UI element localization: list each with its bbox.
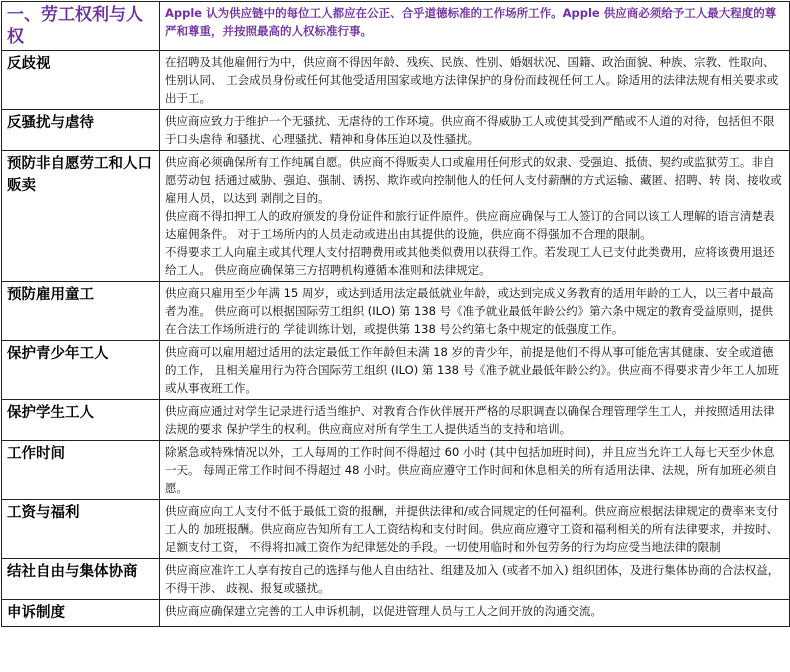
description-paragraph: 供应商应确保建立完善的工人申诉机制，以促进管理人员与工人之间开放的沟通交流。 xyxy=(165,604,602,618)
row-description xyxy=(160,341,790,400)
row-description xyxy=(160,110,790,151)
row-category: 保护学生工人 xyxy=(2,400,160,441)
labor-rights-table xyxy=(1,1,790,627)
row-description xyxy=(160,559,790,600)
table-row xyxy=(2,151,790,282)
table-row xyxy=(2,400,790,441)
description-paragraph: 供应商只雇用至少年满 15 周岁，或达到适用法定最低就业年龄，或达到完成义务教育的适用年龄的工人，以三者中最高者为准。 供应商可以根据国际劳工组织 (ILO) 第 138 号《准予就业最低年龄公约》第六条中规定的教育受益原则，提供在合法工作场所进行的 学徒训练计划，或提供第 138 号公约第七条中规定的低强度工作。 xyxy=(165,286,774,336)
table-row xyxy=(2,600,790,627)
table-row xyxy=(2,110,790,151)
table-row xyxy=(2,282,790,341)
description-paragraph: 供应商可以雇用超过适用的法定最低工作年龄但未满 18 岁的青少年，前提是他们不得从事可能危害其健康、安全或道德的工作， 且相关雇用行为符合国际劳工组织 (ILO) 第 138 号《准予就业最低年龄公约》。供应商不得要求青少年工人加班或从事夜班工作。 xyxy=(165,345,779,395)
row-category: 反骚扰与虐待 xyxy=(2,110,160,151)
row-description xyxy=(160,282,790,341)
description-paragraph: 供应商应准许工人享有按自己的选择与他人自由结社、组建及加入 (或者不加入) 组织团体，及进行集体协商的合法权益，不得干涉、 歧视、报复或骚扰。 xyxy=(165,563,780,595)
table-row xyxy=(2,341,790,400)
description-paragraph: 除紧急或特殊情况以外，工人每周的工作时间不得超过 60 小时 (其中包括加班时间)，并且应当允许工人每七天至少休息一天。 每周正常工作时间不得超过 48 小时。供应商应遵守工作时间和休息相关的所有适用法律、法规，所有加班必须自愿。 xyxy=(165,445,778,495)
description-paragraph: 供应商应向工人支付不低于最低工资的报酬，并提供法律和/或合同规定的任何福利。供应商应根据法律规定的费率来支付工人的 加班报酬。供应商应告知所有工人工资结构和支付时间。供应商应遵守工资和福利相关的所有法律要求，并按时、足额支付工资， 不得将扣减工资作为纪律惩处的手段。一切使用临时和外包劳务的行为均应受当地法律的限制 xyxy=(165,504,779,554)
row-category: 反歧视 xyxy=(2,51,160,110)
row-description xyxy=(160,51,790,110)
row-description xyxy=(160,441,790,500)
row-category: 申诉制度 xyxy=(2,600,160,627)
section-intro: Apple 认为供应链中的每位工人都应在公正、合乎道德标准的工作场所工作。Apple 供应商必须给予工人最大程度的尊严和尊重，并按照最高的人权标准行事。 xyxy=(160,2,790,51)
table-row xyxy=(2,500,790,559)
description-paragraph: 供应商应致力于维护一个无骚扰、无虐待的工作环境。供应商不得威胁工人或使其受到严酷或不人道的对待，包括但不限于口头虐待 和骚扰、心理骚扰、精神和身体压迫以及性骚扰。 xyxy=(165,114,775,146)
table-row xyxy=(2,51,790,110)
row-description xyxy=(160,600,790,627)
section-header-row xyxy=(2,2,790,51)
row-category: 保护青少年工人 xyxy=(2,341,160,400)
row-description xyxy=(160,151,790,282)
table-row xyxy=(2,559,790,600)
row-category: 工作时间 xyxy=(2,441,160,500)
description-paragraph: 不得要求工人向雇主或其代理人支付招聘费用或其他类似费用以获得工作。若发现工人已支付此类费用，应将该费用退还给工人。 供应商应确保第三方招聘机构遵循本准则和法律规定。 xyxy=(165,245,775,277)
row-category: 结社自由与集体协商 xyxy=(2,559,160,600)
table-row xyxy=(2,441,790,500)
row-description xyxy=(160,500,790,559)
row-category: 预防雇用童工 xyxy=(2,282,160,341)
description-paragraph: 供应商必须确保所有工作纯属自愿。供应商不得贩卖人口或雇用任何形式的奴隶、受强迫、抵债、契约或监狱劳工。非自愿劳动包 括通过威胁、强迫、强制、诱拐、欺诈或向控制他人的任何人支付薪酬的方式运输、藏匿、招聘、转 岗、接收或雇用人员，以达到 剥削之目的。 xyxy=(165,155,782,205)
description-paragraph: 供应商应通过对学生记录进行适当维护、对教育合作伙伴展开严格的尽职调查以确保合理管理学生工人，并按照适用法律法规的要求 保护学生的权利。供应商应对所有学生工人提供适当的支持和培训。 xyxy=(165,404,775,436)
description-paragraph: 供应商不得扣押工人的政府颁发的身份证件和旅行证件原件。供应商应确保与工人签订的合同以该工人理解的语言清楚表达雇佣条件。 对于工场所内的人员走动或进出由其提供的设施，供应商不得强加不合理的限制。 xyxy=(165,209,775,241)
row-description xyxy=(160,400,790,441)
description-paragraph: 在招聘及其他雇佣行为中，供应商不得因年龄、残疾、民族、性别、婚姻状况、国籍、政治面貌、种族、宗教、性取向、性别认同、 工会成员身份或任何其他受适用国家或地方法律保护的身份而歧视任何工人。除适用的法律法规有相关要求或出于工。 xyxy=(165,55,779,105)
section-title: 一、劳工权利与人权 xyxy=(2,2,160,51)
row-category: 工资与福利 xyxy=(2,500,160,559)
row-category: 预防非自愿劳工和人口贩卖 xyxy=(2,151,160,282)
table-body xyxy=(2,2,790,627)
